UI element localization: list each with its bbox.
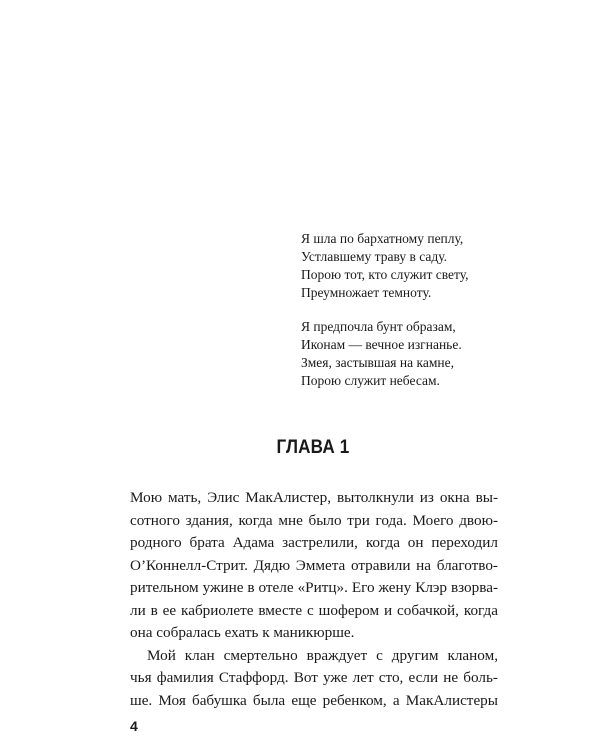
text-line: ли в ее кабриолете вместе с шофером и собачкой, когда <box>130 601 498 619</box>
poem-line: Я предпочла бунт образам, <box>301 319 456 334</box>
epigraph-poem <box>301 230 469 406</box>
text-line: Мою мать, Элис МакАлистер, вытолкнули из окна вы- <box>130 489 498 506</box>
paragraph <box>130 645 498 713</box>
poem-line: Порою служит небесам. <box>301 373 440 388</box>
text-line: родного брата Адама застрелили, когда он переходил <box>130 534 498 551</box>
text-line: Мой клан смертельно враждует с другим кланом, <box>147 646 498 664</box>
poem-line: Я шла по бархатному пеплу, <box>301 231 464 246</box>
text-line: сотного здания, когда мне было три года. Моего двою- <box>130 511 498 529</box>
poem-line: Преумножает темноту. <box>301 285 432 300</box>
poem-line: Иконам — вечное изгнанье. <box>301 337 462 352</box>
text-line: О’Коннелл-Стрит. Дядю Эммета отравили на благотво- <box>130 556 498 574</box>
text-line: чья фамилия Стаффорд. Вот уже лет сто, если не боль- <box>130 669 498 686</box>
chapter-title: ГЛАВА 1 <box>276 437 350 458</box>
paragraph <box>130 487 498 645</box>
poem-line: Устлавшему траву в саду. <box>301 249 448 264</box>
poem-line: Порою тот, кто служит свету, <box>301 267 469 282</box>
page-number: 4 <box>130 718 138 734</box>
text-line: она собралась ехать к маникюрше. <box>130 624 355 641</box>
text-line: рительном ужине в отеле «Ритц». Его жену Клэр взорва- <box>130 579 498 596</box>
poem-line: Змея, застывшая на камне, <box>301 355 454 370</box>
text-line: ше. Моя бабушка была еще ребенком, а МакАлистеры <box>130 691 498 709</box>
poem-stanza <box>301 230 469 302</box>
poem-stanza <box>301 318 469 390</box>
body-text <box>130 487 498 712</box>
